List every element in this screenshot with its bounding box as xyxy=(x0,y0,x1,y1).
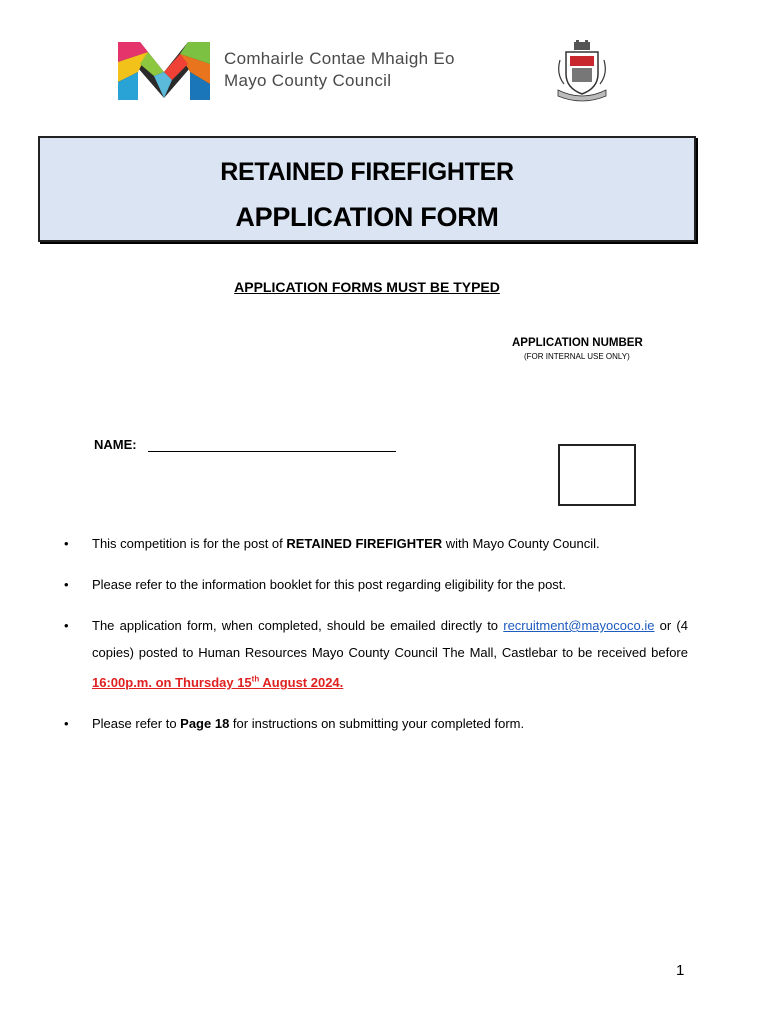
bullet-icon: • xyxy=(64,577,69,592)
mayo-m-logo-icon xyxy=(118,42,210,100)
coat-of-arms-icon xyxy=(556,40,608,102)
email-link[interactable]: recruitment@mayococo.ie xyxy=(503,618,655,633)
council-name-english: Mayo County Council xyxy=(224,71,392,90)
list-item: • Please refer to Page 18 for instructions on submitting your completed form. xyxy=(64,710,688,737)
name-field[interactable] xyxy=(148,451,396,452)
form-title-line1: RETAINED FIREFIGHTER xyxy=(220,158,514,186)
form-title-box xyxy=(38,136,696,242)
council-logo xyxy=(118,40,518,102)
list-item: • The application form, when completed, should be emailed directly to recruitment@mayococo.ie or (4 copies) posted to Human Resources Mayo County Council The Mall, Castlebar to be received before 16:00p.m. on Thursday 15th August 2024. xyxy=(64,612,688,696)
form-title-line2: APPLICATION FORM xyxy=(235,202,499,232)
instructions-list xyxy=(64,530,688,751)
name-label: NAME: xyxy=(94,437,137,452)
bullet-icon: • xyxy=(64,536,69,551)
bullet-icon: • xyxy=(64,716,69,732)
list-item: • Please refer to the information booklet for this post regarding eligibility for the post. xyxy=(64,571,688,598)
bullet-icon: • xyxy=(64,618,69,633)
application-number-label: APPLICATION NUMBER xyxy=(512,337,643,349)
application-number-box xyxy=(558,444,636,506)
council-name-irish: Comhairle Contae Mhaigh Eo xyxy=(224,49,455,68)
list-item: • This competition is for the post of RETAINED FIREFIGHTER with Mayo County Council. xyxy=(64,530,688,557)
council-name xyxy=(224,48,455,92)
deadline-text: 16:00p.m. on Thursday 15th August 2024. xyxy=(92,675,344,691)
page-number: 1 xyxy=(676,962,685,979)
typed-requirement-note: APPLICATION FORMS MUST BE TYPED xyxy=(234,279,500,295)
application-number-sublabel: (FOR INTERNAL USE ONLY) xyxy=(524,352,630,361)
